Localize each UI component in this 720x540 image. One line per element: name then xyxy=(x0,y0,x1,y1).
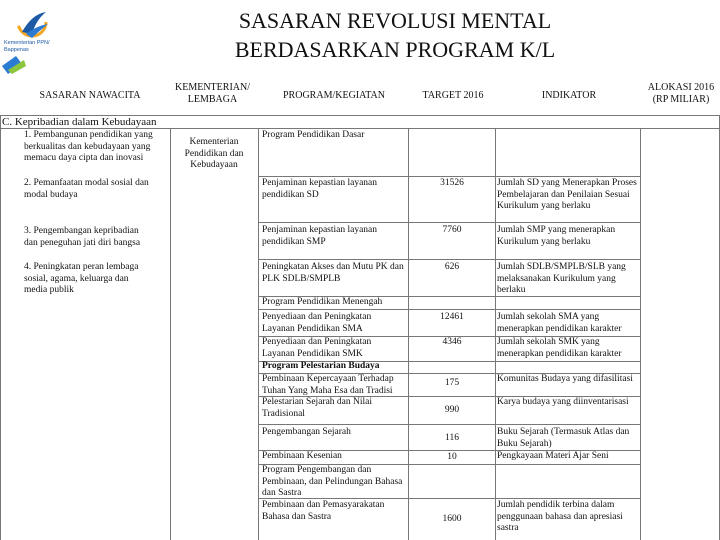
header-kementerian: KEMENTERIAN/ LEMBAGA xyxy=(175,82,250,105)
program-row-12: Program Pengembangan dan Pembinaan, dan Pelindungan Bahasa dan Sastra xyxy=(262,465,403,498)
header-indikator: INDIKATOR xyxy=(541,90,597,101)
target-row-3: 626 xyxy=(444,262,460,272)
header-nawacita: SASARAN NAWACITA xyxy=(39,90,141,101)
row-sep xyxy=(258,222,640,223)
indikator-row-1: Jumlah SD yang Menerapkan Proses Pembelajaran dan Penilaian Sesuai Kurikulum yang berlaku xyxy=(497,178,637,211)
row-sep xyxy=(258,259,640,260)
target-row-2: 7760 xyxy=(442,225,462,235)
indikator-row-6: Jumlah sekolah SMK yang menerapkan pendidikan karakter xyxy=(497,337,622,359)
program-row-4: Program Pendidikan Menengah xyxy=(262,297,383,307)
indikator-row-13: Jumlah pendidik terbina dalam penggunaan bahasa dan apresiasi sastra xyxy=(497,500,623,533)
header-program: PROGRAM/KEGIATAN xyxy=(283,90,385,101)
nawacita-item-4: 4. Peningkatan peran lembaga sosial, agama, keluarga dan media publik xyxy=(24,262,139,295)
target-row-1: 31526 xyxy=(440,178,464,188)
indikator-row-9: Karya budaya yang diinventarisasi xyxy=(497,397,629,407)
program-row-6: Penyediaan dan Peningkatan Layanan Pendidikan SMK xyxy=(262,337,372,359)
title-line2: BERDASARKAN PROGRAM K/L xyxy=(234,37,556,62)
target-row-6: 4346 xyxy=(442,337,462,347)
target-row-5: 12461 xyxy=(440,312,464,322)
target-row-13: 1600 xyxy=(442,514,462,524)
program-row-5: Penyediaan dan Peningkatan Layanan Pendidikan SMA xyxy=(262,312,372,334)
header-alokasi: ALOKASI 2016 (RP MILIAR) xyxy=(647,82,715,105)
indikator-row-11: Pengkayaan Materi Ajar Seni xyxy=(497,451,609,461)
row-sep xyxy=(258,309,640,310)
target-row-9: 990 xyxy=(444,405,460,415)
col-divider-5 xyxy=(640,128,641,540)
nawacita-item-2: 2. Pemanfaatan modal sosial dan modal budaya xyxy=(24,178,149,200)
title-line1: SASARAN REVOLUSI MENTAL xyxy=(238,8,552,33)
program-row-10: Pengembangan Sejarah xyxy=(262,427,351,437)
logo-line2: Bappenas xyxy=(4,47,29,53)
program-row-8: Pembinaan Kepercayaan Terhadap Tuhan Yang Maha Esa dan Tradisi xyxy=(262,374,394,396)
program-row-11: Pembinaan Kesenian xyxy=(262,451,342,461)
section-title: C. Kepribadian dalam Kebudayaan xyxy=(2,116,157,128)
program-row-0: Program Pendidikan Dasar xyxy=(262,130,365,140)
nawacita-item-3: 3. Pengembangan kepribadian dan peneguhan jati diri bangsa xyxy=(24,226,141,248)
bappenas-logo-icon xyxy=(2,4,62,74)
row-sep xyxy=(258,424,640,425)
kementerian-name: Kementerian Pendidikan dan Kebudayaan xyxy=(184,137,244,170)
program-row-13: Pembinaan dan Pemasyarakatan Bahasa dan Sastra xyxy=(262,500,385,522)
header-target: TARGET 2016 xyxy=(422,90,484,101)
indikator-row-8: Komunitas Budaya yang difasilitasi xyxy=(497,374,633,384)
section-divider xyxy=(0,128,720,129)
target-row-8: 175 xyxy=(444,378,460,388)
program-row-9: Pelestarian Sejarah dan Nilai Tradisional xyxy=(262,397,373,419)
col-divider-4 xyxy=(495,128,496,540)
row-sep xyxy=(258,176,640,177)
program-row-2: Penjaminan kepastian layanan pendidikan SMP xyxy=(262,225,378,247)
table-left-border xyxy=(0,115,1,540)
col-divider-2 xyxy=(258,128,259,540)
program-row-3: Peningkatan Akses dan Mutu PK dan PLK SDLB/SMPLB xyxy=(262,262,404,284)
col-divider-1 xyxy=(170,128,171,540)
target-row-10: 116 xyxy=(445,433,459,443)
indikator-row-5: Jumlah sekolah SMA yang menerapkan pendidikan karakter xyxy=(497,312,622,334)
logo-line1: Kementerian PPN/ xyxy=(4,40,50,46)
program-row-7: Program Pelestarian Budaya xyxy=(262,361,380,371)
logo-caption xyxy=(4,40,64,54)
program-row-1: Penjaminan kepastian layanan pendidikan SD xyxy=(262,178,378,200)
target-row-11: 10 xyxy=(447,452,457,462)
indikator-row-2: Jumlah SMP yang menerapkan Kurikulum yang berlaku xyxy=(497,225,616,247)
indikator-row-3: Jumlah SDLB/SMPLB/SLB yang melaksanakan Kurikulum yang berlaku xyxy=(497,262,626,295)
page-title xyxy=(160,6,630,64)
nawacita-item-1: 1. Pembangunan pendidikan yang berkualitas dan kebudayaan yang memacu daya cipta dan inovasi xyxy=(24,130,153,163)
indikator-row-10: Buku Sejarah (Termasuk Atlas dan Buku Sejarah) xyxy=(497,427,630,449)
col-divider-3 xyxy=(408,128,409,540)
